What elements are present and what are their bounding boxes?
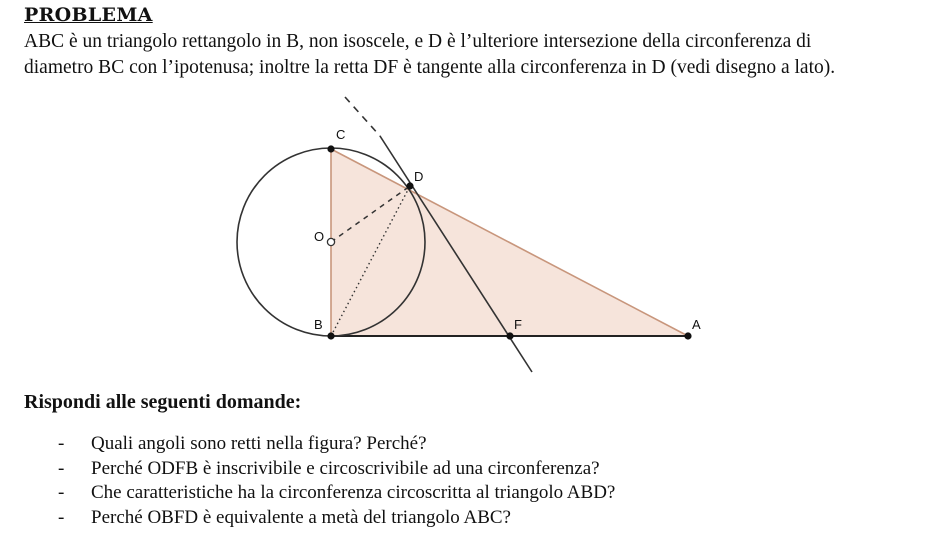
point-d [406, 182, 413, 189]
problem-title: PROBLEMA [24, 4, 153, 26]
bullet-dash: - [58, 506, 65, 528]
question-text: Che caratteristiche ha la circonferenza circoscritta al triangolo ABD? [91, 482, 616, 503]
questions-list [58, 432, 615, 530]
bullet-dash: - [58, 457, 65, 479]
problem-line-1: ABC è un triangolo rettangolo in B, non isoscele, e D è l’ulteriore intersezione della circonferenza di [24, 31, 812, 52]
point-b [327, 332, 334, 339]
list-item [58, 432, 615, 457]
label-a: A [692, 317, 701, 332]
list-item [58, 481, 615, 506]
label-c: C [336, 127, 346, 142]
bullet-dash: - [58, 482, 65, 503]
point-o [327, 238, 334, 245]
point-f [506, 332, 513, 339]
question-text: Quali angoli sono retti nella figura? Perché? [91, 433, 427, 454]
question-text: Perché OBFD è equivalente a metà del triangolo ABC? [91, 506, 511, 528]
label-b: B [314, 317, 323, 332]
label-f: F [514, 317, 522, 332]
problem-line-2: diametro BC con l’ipotenusa; inoltre la retta DF è tangente alla circonferenza in D (vedi disegno a lato). [24, 57, 836, 78]
tangent-line-extension [345, 97, 380, 136]
question-text: Perché ODFB è inscrivibile e circoscrivibile ad una circonferenza? [91, 457, 600, 479]
list-item [58, 506, 615, 531]
bullet-dash: - [58, 433, 65, 454]
label-o: O [314, 229, 325, 244]
list-item [58, 457, 615, 482]
label-d: D [414, 169, 424, 184]
point-c [327, 145, 334, 152]
point-a [684, 332, 691, 339]
questions-heading: Rispondi alle seguenti domande: [24, 391, 302, 413]
